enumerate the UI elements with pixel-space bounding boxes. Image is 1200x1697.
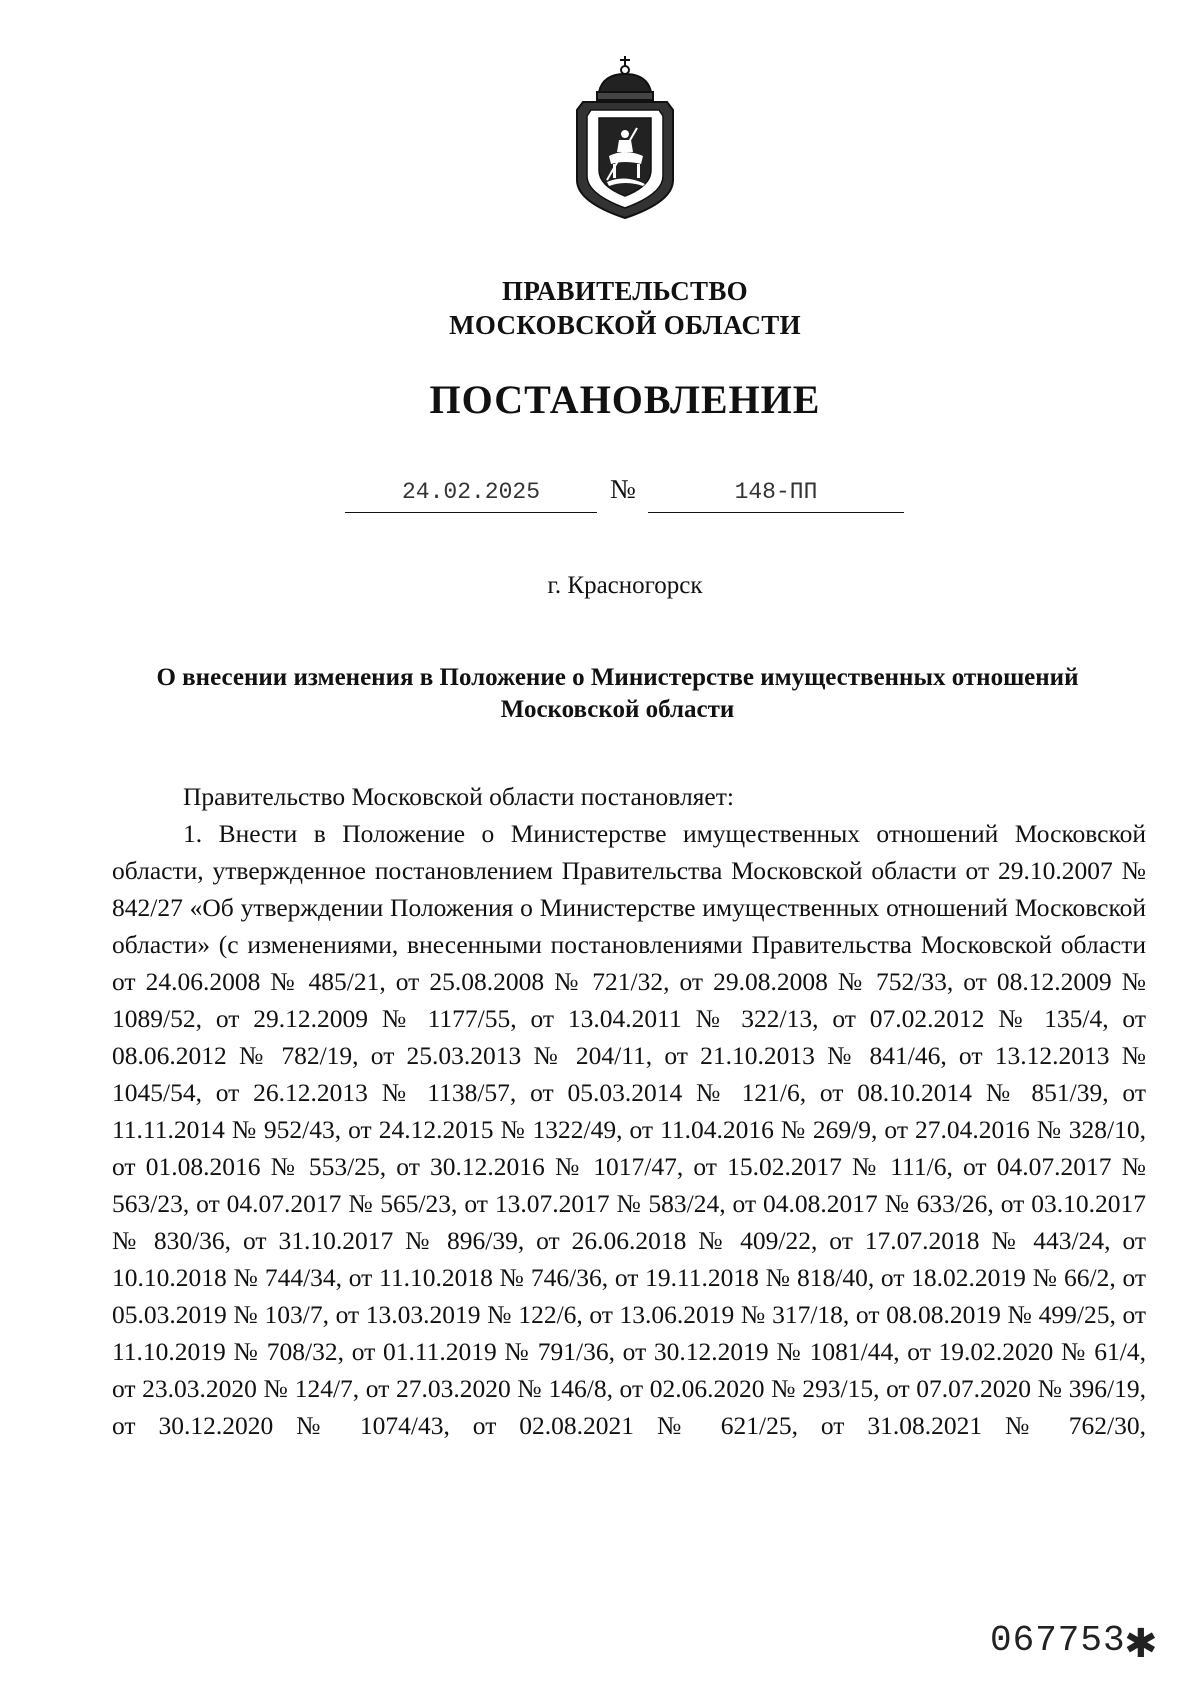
serial-number: 067753 — [990, 1620, 1126, 1661]
organization-name-line2: МОСКОВСКОЙ ОБЛАСТИ — [449, 310, 801, 340]
preamble-text: Правительство Московской области постановляет: — [183, 782, 734, 811]
document-date: 24.02.2025 — [345, 476, 597, 513]
document-subject: О внесении изменения в Положение о Министерстве имущественных отношений Московской области — [156, 664, 1079, 723]
item-1-text: 1. Внести в Положение о Министерстве имущественных отношений Московской области, утвержденное постановлением Правительства Московской области от 29.10.2007 № 842/27 «Об утверждении Положения о Министерстве имущественных отношений Московской области» (с изменениями, внесенными постановлениями Правительства Московской области от 24.06.2008 № 485/21, от 25.08.2008 № 721/32, от 29.08.2008 № 752/33, от 08.12.2009 № 1089/52, от 29.12.2009 № 1177/55, от 13.04.2011 № 322/13, от 07.02.2012 № 135/4, от 08.06.2012 № 782/19, от 25.03.2013 № 204/11, от 21.10.2013 № 841/46, от 13.12.2013 № 1045/54, от 26.12.2013 № 1138/57, от 05.03.2014 № 121/6, от 08.10.2014 № 851/39, от 11.11.2014 № 952/43, от 24.12.2015 № 1322/49, от 11.04.2016 № 269/9, от 27.04.2016 № 328/10, от 01.08.2016 № 553/25, от 30.12.2016 № 1017/47, от 15.02.2017 № 111/6, от 04.07.2017 № 563/23, от 04.07.2017 № 565/23, от 13.07.2017 № 583/24, от 04.08.2017 № 633/26, от 03.10.2017 № 830/36, от 31.10.2017 № 896/39, от 26.06.2018 № 409/22, от 17.07.2018 № 443/24, от 10.10.2018 № 744/34, от 11.10.2018 № 746/36, от 19.11.2018 № 818/40, от 18.02.2019 № 66/2, от 05.03.2019 № 103/7, от 13.03.2019 № 122/6, от 13.06.2019 № 317/18, от 08.08.2019 № 499/25, от 11.10.2019 № 708/32, от 01.11.2019 № 791/36, от 30.12.2019 № 1081/44, от 19.02.2020 № 61/4, от 23.03.2020 № 124/7, от 27.03.2020 № 146/8, от 02.06.2020 № 293/15, от 07.07.2020 № 396/19, от 30.12.2020 № 1074/43, от 02.08.2021 № 621/25, от 31.08.2021 № 762/30, — [112, 819, 1146, 1440]
coat-of-arms-icon — [555, 52, 695, 222]
document-type-title: ПОСТАНОВЛЕНИЕ — [429, 377, 821, 422]
number-sign: № — [610, 474, 636, 504]
document-number: 148-ПП — [648, 476, 904, 513]
organization-name-line1: ПРАВИТЕЛЬСТВО — [502, 276, 748, 306]
document-body — [112, 778, 1146, 1444]
city-name: г. Красногорск — [547, 572, 703, 599]
star-icon: ✱ — [1124, 1621, 1158, 1667]
